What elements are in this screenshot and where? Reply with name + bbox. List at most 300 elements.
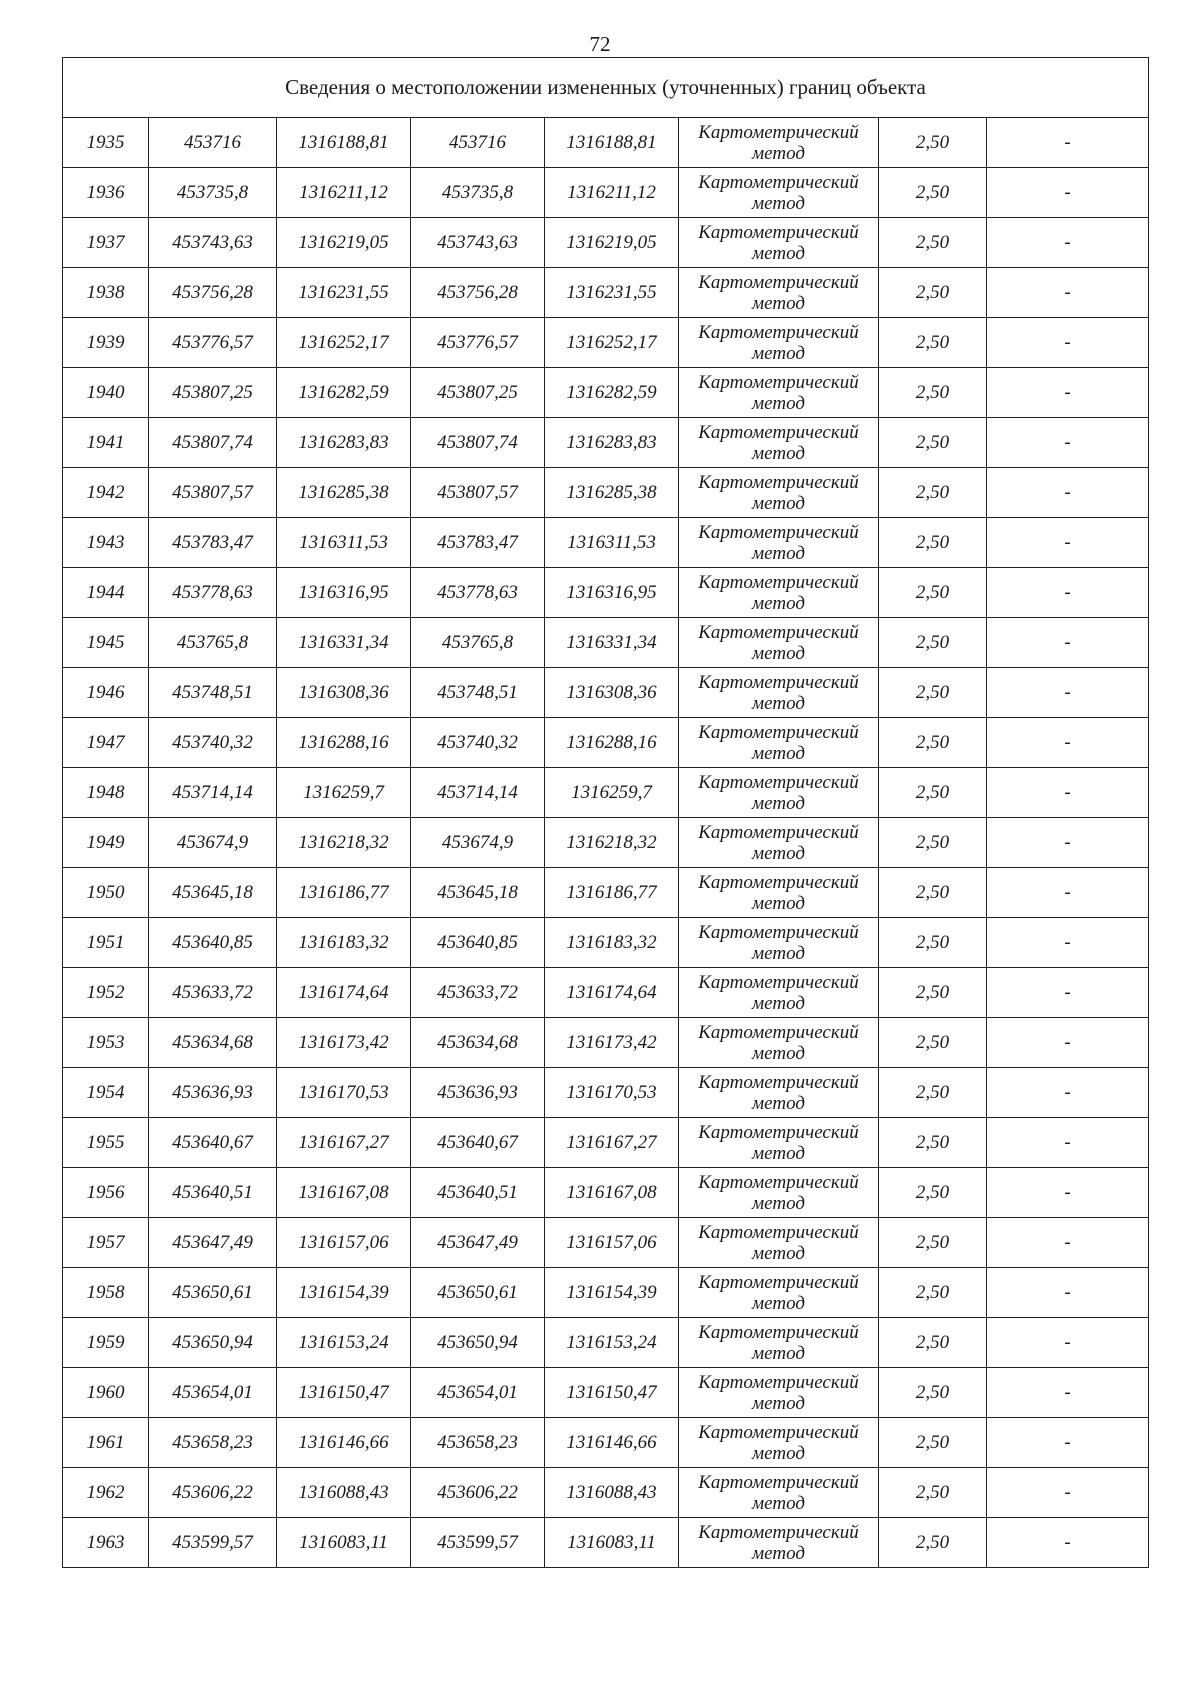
method-cell [679,418,879,468]
existing-y-cell: 1316308,36 [277,668,411,718]
note-cell: - [987,968,1149,1018]
refined-x-cell: 453640,85 [411,918,545,968]
note-cell: - [987,1168,1149,1218]
point-number-cell: 1960 [63,1368,149,1418]
refined-y-cell: 1316211,12 [545,168,679,218]
method-cell [679,168,879,218]
refined-y-cell: 1316188,81 [545,118,679,168]
refined-y-cell: 1316167,08 [545,1168,679,1218]
method-text: метод [752,1092,805,1114]
method-text: метод [752,392,805,414]
point-number-cell: 1950 [63,868,149,918]
note-cell: - [987,218,1149,268]
point-number-cell: 1944 [63,568,149,618]
accuracy-cell: 2,50 [879,1168,987,1218]
accuracy-cell: 2,50 [879,1418,987,1468]
method-text: метод [752,692,805,714]
note-cell: - [987,168,1149,218]
method-text: Картометрический [698,1121,859,1143]
existing-y-cell: 1316331,34 [277,618,411,668]
refined-x-cell: 453674,9 [411,818,545,868]
note-cell: - [987,718,1149,768]
boundary-coordinates-table [62,57,1149,1568]
method-text: метод [752,592,805,614]
existing-x-cell: 453640,67 [149,1118,277,1168]
method-text: метод [752,1042,805,1064]
table-row [63,1468,1149,1518]
point-number-cell: 1948 [63,768,149,818]
method-text: Картометрический [698,1221,859,1243]
accuracy-cell: 2,50 [879,418,987,468]
method-cell [679,768,879,818]
refined-y-cell: 1316157,06 [545,1218,679,1268]
accuracy-cell: 2,50 [879,1468,987,1518]
accuracy-cell: 2,50 [879,1518,987,1568]
method-cell [679,268,879,318]
accuracy-cell: 2,50 [879,318,987,368]
method-text: Картометрический [698,971,859,993]
table-title: Сведения о местоположении измененных (уточненных) границ объекта [63,58,1149,118]
method-text: Картометрический [698,871,859,893]
point-number-cell: 1954 [63,1068,149,1118]
method-cell [679,1218,879,1268]
method-cell [679,718,879,768]
table-row [63,868,1149,918]
existing-y-cell: 1316186,77 [277,868,411,918]
method-text: метод [752,792,805,814]
refined-x-cell: 453599,57 [411,1518,545,1568]
table-row [63,1418,1149,1468]
note-cell: - [987,1018,1149,1068]
method-text: метод [752,1192,805,1214]
existing-y-cell: 1316252,17 [277,318,411,368]
refined-x-cell: 453658,23 [411,1418,545,1468]
accuracy-cell: 2,50 [879,368,987,418]
point-number-cell: 1963 [63,1518,149,1568]
method-cell [679,1518,879,1568]
refined-y-cell: 1316308,36 [545,668,679,718]
existing-y-cell: 1316282,59 [277,368,411,418]
note-cell: - [987,118,1149,168]
method-text: Картометрический [698,321,859,343]
refined-y-cell: 1316183,32 [545,918,679,968]
refined-x-cell: 453716 [411,118,545,168]
point-number-cell: 1949 [63,818,149,868]
table-row [63,168,1149,218]
method-text: метод [752,1492,805,1514]
method-text: Картометрический [698,121,859,143]
method-cell [679,968,879,1018]
point-number-cell: 1937 [63,218,149,268]
accuracy-cell: 2,50 [879,168,987,218]
point-number-cell: 1935 [63,118,149,168]
refined-x-cell: 453783,47 [411,518,545,568]
table-row [63,1368,1149,1418]
refined-x-cell: 453748,51 [411,668,545,718]
refined-x-cell: 453654,01 [411,1368,545,1418]
method-text: Картометрический [698,1321,859,1343]
method-text: метод [752,192,805,214]
refined-x-cell: 453807,57 [411,468,545,518]
point-number-cell: 1956 [63,1168,149,1218]
existing-y-cell: 1316288,16 [277,718,411,768]
existing-y-cell: 1316188,81 [277,118,411,168]
refined-y-cell: 1316167,27 [545,1118,679,1168]
accuracy-cell: 2,50 [879,1218,987,1268]
refined-x-cell: 453633,72 [411,968,545,1018]
method-text: Картометрический [698,1171,859,1193]
method-text: метод [752,992,805,1014]
accuracy-cell: 2,50 [879,718,987,768]
existing-y-cell: 1316153,24 [277,1318,411,1368]
table-row [63,668,1149,718]
refined-y-cell: 1316219,05 [545,218,679,268]
table-row [63,768,1149,818]
table-row [63,1268,1149,1318]
method-cell [679,1268,879,1318]
existing-y-cell: 1316146,66 [277,1418,411,1468]
table-row [63,118,1149,168]
existing-x-cell: 453636,93 [149,1068,277,1118]
refined-x-cell: 453776,57 [411,318,545,368]
method-cell [679,1018,879,1068]
accuracy-cell: 2,50 [879,968,987,1018]
refined-x-cell: 453640,51 [411,1168,545,1218]
existing-y-cell: 1316167,27 [277,1118,411,1168]
point-number-cell: 1961 [63,1418,149,1468]
note-cell: - [987,768,1149,818]
existing-x-cell: 453735,8 [149,168,277,218]
note-cell: - [987,1518,1149,1568]
point-number-cell: 1943 [63,518,149,568]
refined-x-cell: 453756,28 [411,268,545,318]
refined-x-cell: 453645,18 [411,868,545,918]
table-row [63,1318,1149,1368]
method-cell [679,1118,879,1168]
point-number-cell: 1952 [63,968,149,1018]
existing-x-cell: 453783,47 [149,518,277,568]
refined-y-cell: 1316331,34 [545,618,679,668]
accuracy-cell: 2,50 [879,868,987,918]
existing-x-cell: 453743,63 [149,218,277,268]
refined-y-cell: 1316252,17 [545,318,679,368]
existing-y-cell: 1316174,64 [277,968,411,1018]
refined-x-cell: 453640,67 [411,1118,545,1168]
table-row [63,468,1149,518]
refined-y-cell: 1316173,42 [545,1018,679,1068]
method-text: Картометрический [698,571,859,593]
existing-x-cell: 453765,8 [149,618,277,668]
refined-x-cell: 453743,63 [411,218,545,268]
point-number-cell: 1957 [63,1218,149,1268]
accuracy-cell: 2,50 [879,768,987,818]
method-text: Картометрический [698,1371,859,1393]
existing-y-cell: 1316154,39 [277,1268,411,1318]
refined-y-cell: 1316231,55 [545,268,679,318]
method-cell [679,518,879,568]
refined-y-cell: 1316174,64 [545,968,679,1018]
note-cell: - [987,1118,1149,1168]
accuracy-cell: 2,50 [879,518,987,568]
existing-x-cell: 453634,68 [149,1018,277,1068]
note-cell: - [987,568,1149,618]
accuracy-cell: 2,50 [879,1318,987,1368]
refined-y-cell: 1316170,53 [545,1068,679,1118]
refined-y-cell: 1316259,7 [545,768,679,818]
existing-x-cell: 453606,22 [149,1468,277,1518]
method-text: Картометрический [698,221,859,243]
table-row [63,918,1149,968]
point-number-cell: 1955 [63,1118,149,1168]
existing-x-cell: 453807,25 [149,368,277,418]
method-text: метод [752,942,805,964]
table-row [63,718,1149,768]
method-text: Картометрический [698,471,859,493]
refined-y-cell: 1316282,59 [545,368,679,418]
accuracy-cell: 2,50 [879,818,987,868]
refined-x-cell: 453778,63 [411,568,545,618]
accuracy-cell: 2,50 [879,1118,987,1168]
existing-y-cell: 1316173,42 [277,1018,411,1068]
method-cell [679,668,879,718]
existing-x-cell: 453716 [149,118,277,168]
existing-x-cell: 453714,14 [149,768,277,818]
point-number-cell: 1946 [63,668,149,718]
method-cell [679,1168,879,1218]
refined-x-cell: 453636,93 [411,1068,545,1118]
existing-y-cell: 1316283,83 [277,418,411,468]
note-cell: - [987,268,1149,318]
method-cell [679,918,879,968]
refined-x-cell: 453807,25 [411,368,545,418]
method-text: Картометрический [698,1271,859,1293]
method-cell [679,1068,879,1118]
refined-y-cell: 1316083,11 [545,1518,679,1568]
method-text: метод [752,1142,805,1164]
table-row [63,1018,1149,1068]
existing-y-cell: 1316211,12 [277,168,411,218]
refined-x-cell: 453647,49 [411,1218,545,1268]
existing-x-cell: 453633,72 [149,968,277,1018]
note-cell: - [987,918,1149,968]
method-text: метод [752,1242,805,1264]
note-cell: - [987,868,1149,918]
point-number-cell: 1951 [63,918,149,968]
note-cell: - [987,618,1149,668]
existing-x-cell: 453778,63 [149,568,277,618]
note-cell: - [987,1318,1149,1368]
existing-x-cell: 453654,01 [149,1368,277,1418]
method-cell [679,1318,879,1368]
method-cell [679,1468,879,1518]
accuracy-cell: 2,50 [879,618,987,668]
note-cell: - [987,518,1149,568]
method-cell [679,218,879,268]
table-row [63,268,1149,318]
existing-y-cell: 1316150,47 [277,1368,411,1418]
note-cell: - [987,1368,1149,1418]
existing-x-cell: 453674,9 [149,818,277,868]
existing-y-cell: 1316231,55 [277,268,411,318]
refined-x-cell: 453650,61 [411,1268,545,1318]
note-cell: - [987,1218,1149,1268]
method-text: метод [752,442,805,464]
method-text: Картометрический [698,671,859,693]
refined-y-cell: 1316088,43 [545,1468,679,1518]
method-text: метод [752,492,805,514]
method-cell [679,468,879,518]
point-number-cell: 1958 [63,1268,149,1318]
refined-x-cell: 453765,8 [411,618,545,668]
method-text: метод [752,542,805,564]
refined-y-cell: 1316186,77 [545,868,679,918]
refined-y-cell: 1316150,47 [545,1368,679,1418]
method-text: метод [752,1442,805,1464]
existing-x-cell: 453645,18 [149,868,277,918]
method-text: Картометрический [698,771,859,793]
method-text: метод [752,142,805,164]
refined-x-cell: 453740,32 [411,718,545,768]
accuracy-cell: 2,50 [879,1268,987,1318]
table-row [63,1168,1149,1218]
point-number-cell: 1953 [63,1018,149,1068]
method-text: Картометрический [698,921,859,943]
existing-x-cell: 453748,51 [149,668,277,718]
existing-y-cell: 1316088,43 [277,1468,411,1518]
method-text: Картометрический [698,1421,859,1443]
refined-y-cell: 1316311,53 [545,518,679,568]
accuracy-cell: 2,50 [879,1068,987,1118]
method-cell [679,1418,879,1468]
existing-x-cell: 453807,57 [149,468,277,518]
table-row [63,218,1149,268]
method-text: Картометрический [698,821,859,843]
point-number-cell: 1945 [63,618,149,668]
accuracy-cell: 2,50 [879,118,987,168]
existing-x-cell: 453807,74 [149,418,277,468]
note-cell: - [987,1418,1149,1468]
table-row [63,318,1149,368]
note-cell: - [987,318,1149,368]
existing-y-cell: 1316218,32 [277,818,411,868]
refined-y-cell: 1316218,32 [545,818,679,868]
existing-x-cell: 453599,57 [149,1518,277,1568]
table-row [63,818,1149,868]
method-text: метод [752,1292,805,1314]
existing-x-cell: 453650,94 [149,1318,277,1368]
point-number-cell: 1941 [63,418,149,468]
method-cell [679,818,879,868]
refined-x-cell: 453634,68 [411,1018,545,1068]
existing-y-cell: 1316157,06 [277,1218,411,1268]
method-text: метод [752,1392,805,1414]
existing-y-cell: 1316170,53 [277,1068,411,1118]
existing-y-cell: 1316316,95 [277,568,411,618]
accuracy-cell: 2,50 [879,218,987,268]
method-text: Картометрический [698,721,859,743]
refined-y-cell: 1316146,66 [545,1418,679,1468]
accuracy-cell: 2,50 [879,268,987,318]
method-cell [679,618,879,668]
accuracy-cell: 2,50 [879,468,987,518]
method-cell [679,568,879,618]
accuracy-cell: 2,50 [879,1368,987,1418]
note-cell: - [987,418,1149,468]
page-number: 72 [589,32,611,56]
refined-x-cell: 453714,14 [411,768,545,818]
table-row [63,518,1149,568]
point-number-cell: 1959 [63,1318,149,1368]
table-row [63,968,1149,1018]
refined-y-cell: 1316283,83 [545,418,679,468]
existing-x-cell: 453740,32 [149,718,277,768]
method-cell [679,868,879,918]
accuracy-cell: 2,50 [879,668,987,718]
existing-x-cell: 453776,57 [149,318,277,368]
table-row [63,568,1149,618]
method-text: метод [752,742,805,764]
method-text: метод [752,242,805,264]
note-cell: - [987,668,1149,718]
refined-y-cell: 1316316,95 [545,568,679,618]
note-cell: - [987,818,1149,868]
accuracy-cell: 2,50 [879,918,987,968]
note-cell: - [987,368,1149,418]
method-text: Картометрический [698,1021,859,1043]
method-cell [679,368,879,418]
table-row [63,1218,1149,1268]
existing-x-cell: 453640,85 [149,918,277,968]
existing-x-cell: 453658,23 [149,1418,277,1468]
method-text: метод [752,1342,805,1364]
method-text: Картометрический [698,521,859,543]
existing-x-cell: 453647,49 [149,1218,277,1268]
table-row [63,418,1149,468]
method-text: Картометрический [698,1071,859,1093]
accuracy-cell: 2,50 [879,1018,987,1068]
method-text: Картометрический [698,1471,859,1493]
method-text: метод [752,292,805,314]
method-cell [679,1368,879,1418]
table-row [63,1068,1149,1118]
existing-x-cell: 453650,61 [149,1268,277,1318]
method-text: Картометрический [698,171,859,193]
existing-x-cell: 453756,28 [149,268,277,318]
method-text: Картометрический [698,1521,859,1543]
method-text: Картометрический [698,271,859,293]
existing-y-cell: 1316167,08 [277,1168,411,1218]
point-number-cell: 1962 [63,1468,149,1518]
point-number-cell: 1940 [63,368,149,418]
existing-y-cell: 1316259,7 [277,768,411,818]
point-number-cell: 1938 [63,268,149,318]
existing-x-cell: 453640,51 [149,1168,277,1218]
method-text: метод [752,1542,805,1564]
refined-y-cell: 1316288,16 [545,718,679,768]
note-cell: - [987,468,1149,518]
method-text: метод [752,642,805,664]
refined-y-cell: 1316154,39 [545,1268,679,1318]
existing-y-cell: 1316285,38 [277,468,411,518]
note-cell: - [987,1468,1149,1518]
table-row [63,368,1149,418]
refined-x-cell: 453606,22 [411,1468,545,1518]
point-number-cell: 1939 [63,318,149,368]
method-cell [679,318,879,368]
method-text: метод [752,342,805,364]
refined-y-cell: 1316285,38 [545,468,679,518]
method-text: метод [752,892,805,914]
